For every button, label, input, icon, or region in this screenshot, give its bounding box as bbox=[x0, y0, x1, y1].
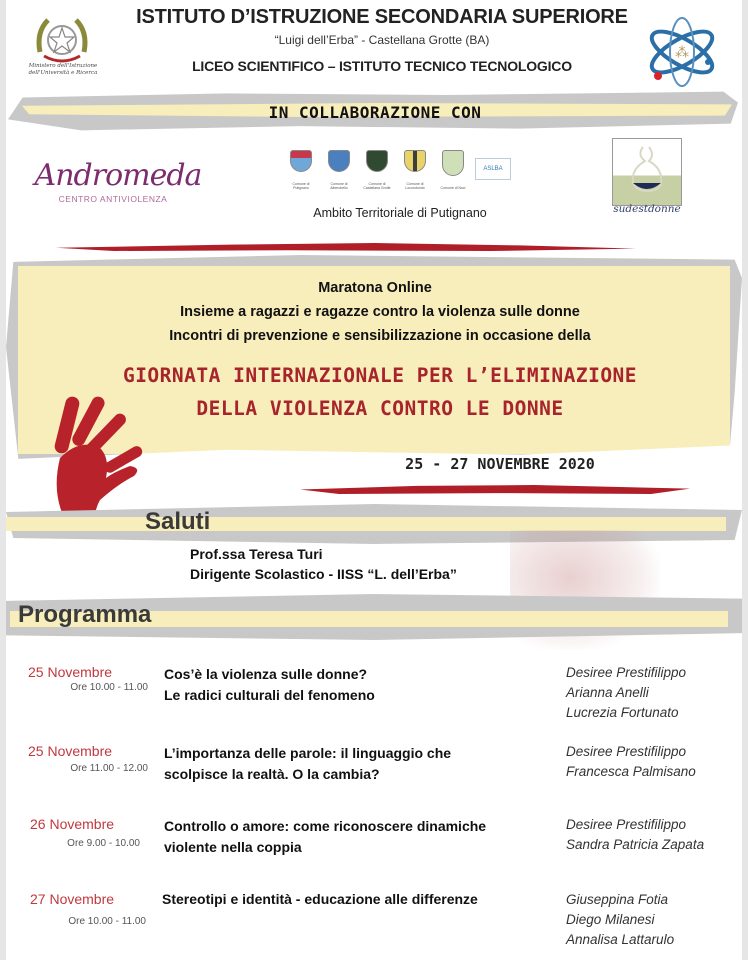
andromeda-logo: Andromeda bbox=[34, 158, 202, 193]
seal-caption: Ministero dell'Istruzione dell'Università e Ricerca bbox=[28, 63, 98, 76]
program-time: Ore 10.00 - 11.00 bbox=[68, 916, 146, 927]
crest-shield-icon bbox=[328, 150, 350, 172]
crest-caption: Comune di Putignano bbox=[292, 182, 310, 190]
page-border-left bbox=[0, 0, 6, 960]
crest-putignano bbox=[285, 150, 317, 190]
program-speakers bbox=[566, 663, 686, 723]
program-item bbox=[28, 664, 148, 693]
program-date: 26 Novembre bbox=[30, 816, 115, 832]
program-date: 25 Novembre bbox=[28, 743, 113, 759]
programma-heading: Programma bbox=[18, 601, 152, 628]
program-date: 25 Novembre bbox=[28, 664, 113, 680]
headline-line-2: DELLA VIOLENZA CONTRO LE DONNE bbox=[196, 397, 564, 420]
event-dates: 25 - 27 NOVEMBRE 2020 bbox=[405, 455, 595, 473]
municipal-crests bbox=[285, 150, 515, 208]
program-item bbox=[30, 891, 146, 927]
crest-castellana-grotte bbox=[361, 150, 393, 190]
sudestdonne-label: sudestdonne bbox=[613, 203, 681, 215]
program-item bbox=[28, 743, 148, 774]
ambito-territoriale-label: Ambito Territoriale di Putignano bbox=[313, 206, 487, 220]
speaker-name: Lucrezia Fortunato bbox=[566, 705, 679, 720]
program-title bbox=[164, 816, 486, 858]
crest-shield-icon bbox=[442, 150, 464, 176]
program-title-line: Le radici culturali del fenomeno bbox=[164, 687, 375, 703]
program-title-line: Controllo o amore: come riconoscere dinamiche bbox=[164, 818, 487, 834]
institute-title: ISTITUTO D’ISTRUZIONE SECONDARIA SUPERIORE bbox=[136, 6, 628, 28]
program-item bbox=[30, 816, 140, 849]
program-time: Ore 9.00 - 10.00 bbox=[67, 838, 140, 849]
program-title-line: scolpisce la realtà. O la cambia? bbox=[164, 766, 380, 782]
institute-subtitle: “Luigi dell’Erba” - Castellana Grotte (BA) bbox=[274, 33, 490, 47]
program-title-line: L’importanza delle parole: il linguaggio che bbox=[164, 745, 452, 761]
program-title bbox=[164, 664, 375, 706]
program-date: 27 Novembre bbox=[30, 891, 115, 907]
red-brush-stroke bbox=[56, 243, 636, 251]
speaker-name: Desiree Prestifilippo bbox=[566, 817, 687, 832]
program-speakers bbox=[566, 815, 704, 855]
collaboration-heading: IN COLLABORAZIONE CON bbox=[268, 103, 482, 122]
andromeda-subtitle: CENTRO ANTIVIOLENZA bbox=[58, 194, 168, 204]
program-title-line: violente nella coppia bbox=[164, 839, 302, 855]
crest-shield-icon bbox=[366, 150, 388, 172]
program-speakers bbox=[566, 890, 674, 950]
saluti-speaker-name: Prof.ssa Teresa Turi bbox=[190, 546, 323, 562]
speaker-name: Francesca Palmisano bbox=[566, 764, 696, 779]
speaker-name: Desiree Prestifilippo bbox=[566, 665, 687, 680]
crest-shield-icon bbox=[404, 150, 426, 172]
saluti-heading: Saluti bbox=[145, 508, 211, 535]
program-speakers bbox=[566, 742, 696, 782]
speaker-name: Sandra Patricia Zapata bbox=[566, 837, 705, 852]
program-title bbox=[164, 743, 451, 785]
saluti-speaker-role: Dirigente Scolastico - IISS “L. dell’Erba” bbox=[190, 566, 457, 582]
svg-text:⁂: ⁂ bbox=[675, 45, 689, 61]
program-time: Ore 10.00 - 11.00 bbox=[70, 682, 148, 693]
crest-shield-icon bbox=[290, 150, 312, 172]
crest-caption: Comune di Alberobello bbox=[330, 182, 348, 190]
speaker-name: Diego Milanesi bbox=[566, 912, 655, 927]
sudestdonne-logo bbox=[612, 138, 682, 206]
speaker-name: Annalisa Lattarulo bbox=[566, 932, 675, 947]
headline-line-1: GIORNATA INTERNAZIONALE PER L’ELIMINAZIONE bbox=[122, 364, 638, 387]
program-time: Ore 11.00 - 12.00 bbox=[70, 763, 148, 774]
institute-type: LICEO SCIENTIFICO – ISTITUTO TECNICO TECNOLOGICO bbox=[192, 58, 572, 74]
event-tagline: Insieme a ragazzi e ragazze contro la violenza sulle donne bbox=[180, 304, 580, 320]
crest-caption: Comune di Locorotondo bbox=[405, 182, 425, 190]
crest-locorotondo bbox=[399, 150, 431, 190]
crest-noci bbox=[437, 150, 469, 190]
event-type: Maratona Online bbox=[318, 280, 432, 296]
asl-ba-logo: ASLBA bbox=[475, 158, 511, 180]
crest-alberobello bbox=[323, 150, 355, 190]
speaker-name: Arianna Anelli bbox=[566, 685, 649, 700]
program-title-line: Cos’è la violenza sulle donne? bbox=[164, 666, 368, 682]
program-title bbox=[162, 889, 478, 910]
crest-caption: Comune di Noci bbox=[440, 186, 466, 190]
event-description: Incontri di prevenzione e sensibilizzazione in occasione della bbox=[169, 328, 591, 344]
program-title-line: Stereotipi e identità - educazione alle differenze bbox=[162, 891, 478, 907]
vase-icon bbox=[613, 139, 681, 205]
speaker-name: Desiree Prestifilippo bbox=[566, 744, 687, 759]
speaker-name: Giuseppina Fotia bbox=[566, 892, 669, 907]
page-border-right bbox=[742, 0, 748, 960]
saluti-yellow-band bbox=[6, 517, 726, 531]
atom-logo-icon bbox=[646, 14, 718, 90]
crest-caption: Comune di Castellana Grotte bbox=[363, 182, 391, 190]
